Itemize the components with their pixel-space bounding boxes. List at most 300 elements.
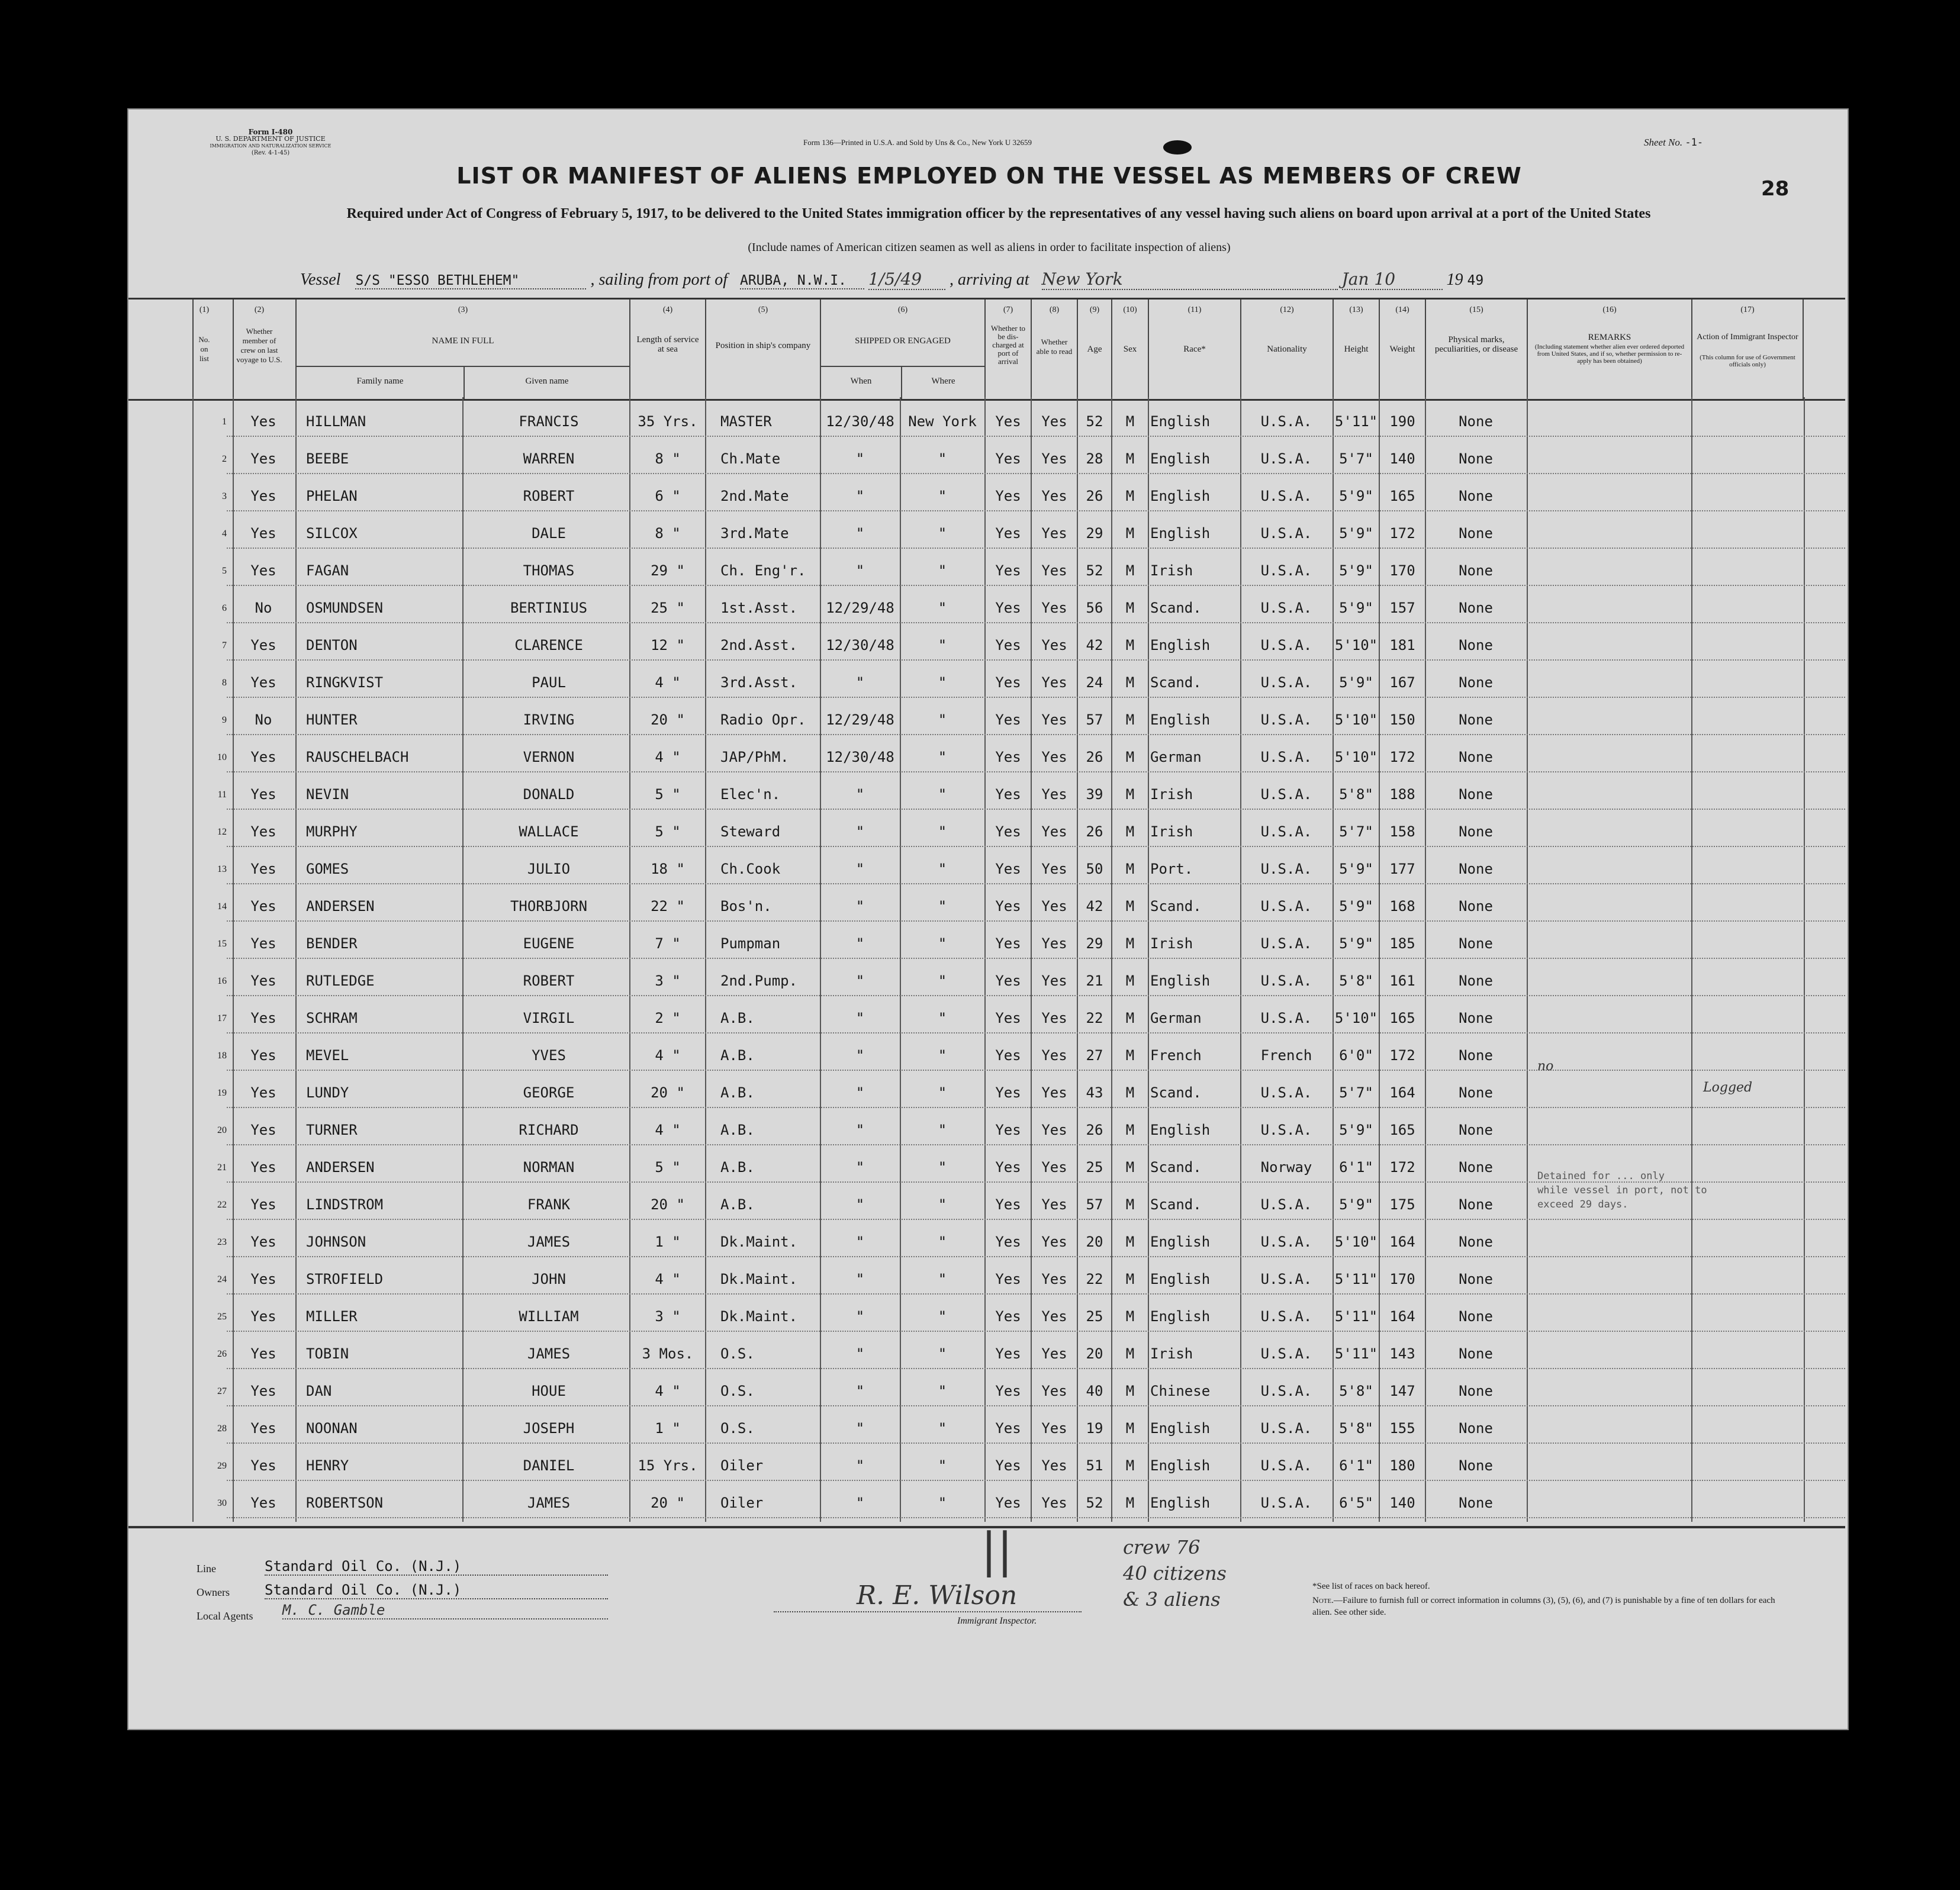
age-cell: 20 xyxy=(1086,1345,1103,1362)
position-cell: Oiler xyxy=(720,1495,764,1511)
physical-marks-cell: None xyxy=(1459,861,1493,877)
col-title: Age xyxy=(1087,344,1102,354)
sheet-number-block xyxy=(1644,137,1703,149)
service-length-cell: 3 " xyxy=(655,973,681,989)
nationality-cell: U.S.A. xyxy=(1260,1383,1312,1399)
sailing-label: , sailing from port of xyxy=(590,271,728,289)
age-cell: 24 xyxy=(1086,674,1103,691)
shipped-when-cell: " xyxy=(855,488,865,504)
service-length-cell: 20 " xyxy=(651,1084,685,1101)
shipped-where-cell: " xyxy=(938,1122,947,1138)
col-number: (16) xyxy=(1602,305,1617,314)
height-cell: 5'9" xyxy=(1339,488,1373,504)
physical-marks-cell: None xyxy=(1459,525,1493,542)
sex-cell: M xyxy=(1125,1122,1135,1138)
last-voyage-cell: Yes xyxy=(250,1308,276,1325)
shipped-where-cell: " xyxy=(938,1457,947,1474)
weight-cell: 140 xyxy=(1389,1495,1415,1511)
shipped-when-cell: " xyxy=(855,1047,865,1064)
weight-cell: 168 xyxy=(1389,898,1415,915)
sex-cell: M xyxy=(1125,488,1135,504)
given-name-cell: THORBJORN xyxy=(510,898,588,915)
shipped-where-cell: " xyxy=(938,711,947,728)
service-length-cell: 5 " xyxy=(655,1159,681,1176)
col-number: (12) xyxy=(1280,305,1294,314)
col-header-1 xyxy=(192,300,215,399)
given-name-cell: IRVING xyxy=(523,711,575,728)
family-name-cell: HENRY xyxy=(306,1457,349,1474)
shipped-where-cell: " xyxy=(938,450,947,467)
weight-cell: 165 xyxy=(1389,488,1415,504)
row-number: 6 xyxy=(222,603,227,613)
remark-line: while vessel in port, not to xyxy=(1537,1184,1707,1196)
height-cell: 6'1" xyxy=(1339,1457,1373,1474)
weight-cell: 180 xyxy=(1389,1457,1415,1474)
position-cell: O.S. xyxy=(720,1383,755,1399)
table-row xyxy=(128,1223,1845,1261)
weight-cell: 172 xyxy=(1389,749,1415,765)
table-row xyxy=(128,1485,1845,1522)
last-voyage-cell: Yes xyxy=(250,450,276,467)
height-cell: 5'10" xyxy=(1334,1010,1378,1026)
physical-marks-cell: None xyxy=(1459,562,1493,579)
family-name-cell: STROFIELD xyxy=(306,1271,384,1287)
row-number: 7 xyxy=(222,640,227,651)
height-cell: 6'5" xyxy=(1339,1495,1373,1511)
last-voyage-cell: Yes xyxy=(250,935,276,952)
position-cell: 2nd.Mate xyxy=(720,488,789,504)
discharged-cell: Yes xyxy=(995,861,1021,877)
row-number: 1 xyxy=(222,417,227,427)
shipped-where-cell: " xyxy=(938,935,947,952)
family-name-cell: ROBERTSON xyxy=(306,1495,384,1511)
race-cell: English xyxy=(1150,973,1211,989)
shipped-when-cell: " xyxy=(855,1308,865,1325)
family-name-cell: HILLMAN xyxy=(306,413,366,430)
table-row xyxy=(128,813,1845,851)
age-cell: 43 xyxy=(1086,1084,1103,1101)
nationality-cell: U.S.A. xyxy=(1260,1084,1312,1101)
race-cell: English xyxy=(1150,711,1211,728)
weight-cell: 172 xyxy=(1389,1047,1415,1064)
sex-cell: M xyxy=(1125,1010,1135,1026)
given-name-cell: CLARENCE xyxy=(514,637,583,653)
race-note: *See list of races on back hereof. xyxy=(1312,1582,1430,1591)
weight-cell: 175 xyxy=(1389,1196,1415,1213)
discharged-cell: Yes xyxy=(995,1010,1021,1026)
shipped-where-cell: " xyxy=(938,1495,947,1511)
table-row xyxy=(128,664,1845,701)
weight-cell: 143 xyxy=(1389,1345,1415,1362)
physical-marks-cell: None xyxy=(1459,973,1493,989)
age-cell: 26 xyxy=(1086,1122,1103,1138)
nationality-cell: U.S.A. xyxy=(1260,488,1312,504)
col-number: (6) xyxy=(897,305,908,314)
height-cell: 5'10" xyxy=(1334,749,1378,765)
form-number: Form I-480 xyxy=(248,128,293,136)
service-length-cell: 1 " xyxy=(655,1420,681,1437)
row-number: 26 xyxy=(217,1349,227,1359)
position-cell: 2nd.Asst. xyxy=(720,637,798,653)
given-name-cell: WILLIAM xyxy=(519,1308,579,1325)
shipped-when-cell: " xyxy=(855,898,865,915)
race-cell: English xyxy=(1150,1271,1211,1287)
sheet-number: -1- xyxy=(1685,137,1704,149)
shipped-when-cell: " xyxy=(855,935,865,952)
discharged-cell: Yes xyxy=(995,450,1021,467)
family-name-cell: HUNTER xyxy=(306,711,358,728)
discharged-cell: Yes xyxy=(995,898,1021,915)
shipped-when-cell: " xyxy=(855,674,865,691)
race-cell: English xyxy=(1150,1420,1211,1437)
shipped-where-cell: " xyxy=(938,1308,947,1325)
shipped-when-cell: " xyxy=(855,1495,865,1511)
race-cell: Irish xyxy=(1150,823,1193,840)
service-length-cell: 4 " xyxy=(655,1383,681,1399)
col-title: SHIPPED OR ENGAGED xyxy=(855,336,951,346)
nationality-cell: U.S.A. xyxy=(1260,562,1312,579)
height-cell: 5'11" xyxy=(1334,1308,1378,1325)
col-title: Race* xyxy=(1183,344,1206,354)
given-name-cell: EUGENE xyxy=(523,935,575,952)
row-number: 15 xyxy=(217,939,227,949)
shipped-where-cell: " xyxy=(938,898,947,915)
physical-marks-cell: None xyxy=(1459,1234,1493,1250)
last-voyage-cell: Yes xyxy=(250,1122,276,1138)
nationality-cell: U.S.A. xyxy=(1260,1308,1312,1325)
shipped-when-cell: " xyxy=(855,1234,865,1250)
given-name-cell: PAUL xyxy=(532,674,566,691)
discharged-cell: Yes xyxy=(995,1308,1021,1325)
nationality-cell: U.S.A. xyxy=(1260,711,1312,728)
row-number: 18 xyxy=(217,1051,227,1061)
col-header-5 xyxy=(705,300,820,399)
row-number: 21 xyxy=(217,1163,227,1173)
family-name-cell: SILCOX xyxy=(306,525,358,542)
physical-marks-cell: None xyxy=(1459,1457,1493,1474)
col-header-9 xyxy=(1077,300,1111,399)
shipped-where-cell: " xyxy=(938,637,947,653)
table-row xyxy=(128,1298,1845,1335)
able-to-read-cell: Yes xyxy=(1041,1196,1067,1213)
sex-cell: M xyxy=(1125,711,1135,728)
family-name-cell: TOBIN xyxy=(306,1345,349,1362)
age-cell: 26 xyxy=(1086,488,1103,504)
nationality-cell: Norway xyxy=(1260,1159,1312,1176)
race-cell: Irish xyxy=(1150,935,1193,952)
sex-cell: M xyxy=(1125,525,1135,542)
col-header-11 xyxy=(1148,300,1240,399)
physical-marks-cell: None xyxy=(1459,1196,1493,1213)
shipped-where-cell: " xyxy=(938,488,947,504)
service-length-cell: 4 " xyxy=(655,749,681,765)
last-voyage-cell: Yes xyxy=(250,973,276,989)
manifest-footer xyxy=(128,1522,1845,1626)
weight-cell: 167 xyxy=(1389,674,1415,691)
able-to-read-cell: Yes xyxy=(1041,861,1067,877)
page-stamp: 28 xyxy=(1761,177,1790,201)
nationality-cell: U.S.A. xyxy=(1260,1457,1312,1474)
col-header-12 xyxy=(1240,300,1333,399)
subheader-divider xyxy=(297,366,629,367)
shipped-where-cell: " xyxy=(938,749,947,765)
given-name-cell: FRANCIS xyxy=(519,413,579,430)
able-to-read-cell: Yes xyxy=(1041,1047,1067,1064)
row-number: 10 xyxy=(217,752,227,762)
table-row xyxy=(128,478,1845,515)
family-name-cell: LUNDY xyxy=(306,1084,349,1101)
nationality-cell: U.S.A. xyxy=(1260,1234,1312,1250)
shipped-when-cell: " xyxy=(855,1010,865,1026)
row-number: 16 xyxy=(217,976,227,986)
discharged-cell: Yes xyxy=(995,935,1021,952)
sex-cell: M xyxy=(1125,1196,1135,1213)
discharged-cell: Yes xyxy=(995,413,1021,430)
position-cell: Pumpman xyxy=(720,935,781,952)
discharged-cell: Yes xyxy=(995,1271,1021,1287)
height-cell: 5'9" xyxy=(1339,674,1373,691)
last-voyage-cell: Yes xyxy=(250,525,276,542)
shipped-where-cell: " xyxy=(938,861,947,877)
last-voyage-cell: Yes xyxy=(250,1010,276,1026)
last-voyage-cell: Yes xyxy=(250,1457,276,1474)
sex-cell: M xyxy=(1125,1495,1135,1511)
service-length-cell: 35 Yrs. xyxy=(638,413,698,430)
given-name-cell: GEORGE xyxy=(523,1084,575,1101)
height-cell: 5'9" xyxy=(1339,861,1373,877)
table-row xyxy=(128,1410,1845,1447)
given-name-cell: BERTINIUS xyxy=(510,600,588,616)
position-cell: 1st.Asst. xyxy=(720,600,798,616)
race-cell: Irish xyxy=(1150,1345,1193,1362)
row-number: 22 xyxy=(217,1200,227,1210)
given-name-cell: WALLACE xyxy=(519,823,579,840)
able-to-read-cell: Yes xyxy=(1041,600,1067,616)
shipped-when-cell: 12/30/48 xyxy=(826,413,894,430)
able-to-read-cell: Yes xyxy=(1041,562,1067,579)
service-length-cell: 7 " xyxy=(655,935,681,952)
shipped-where-cell: " xyxy=(938,1010,947,1026)
age-cell: 52 xyxy=(1086,562,1103,579)
shipped-where-cell: " xyxy=(938,600,947,616)
col-title: Whether to be dis-charged at port of arrival xyxy=(990,324,1026,366)
height-cell: 5'8" xyxy=(1339,786,1373,803)
col-title: NAME IN FULL xyxy=(432,336,494,346)
last-voyage-cell: Yes xyxy=(250,674,276,691)
family-name-cell: MURPHY xyxy=(306,823,358,840)
able-to-read-cell: Yes xyxy=(1041,1383,1067,1399)
sex-cell: M xyxy=(1125,1383,1135,1399)
physical-marks-cell: None xyxy=(1459,1159,1493,1176)
table-row xyxy=(128,1447,1845,1485)
discharged-cell: Yes xyxy=(995,600,1021,616)
form-header-block xyxy=(199,128,342,157)
tally-mark: || xyxy=(981,1522,1013,1577)
race-cell: Port. xyxy=(1150,861,1193,877)
discharged-cell: Yes xyxy=(995,1383,1021,1399)
able-to-read-cell: Yes xyxy=(1041,1271,1067,1287)
col-title: Position in ship's company xyxy=(715,341,811,350)
race-cell: English xyxy=(1150,1122,1211,1138)
race-cell: Chinese xyxy=(1150,1383,1211,1399)
inspector-signature: R. E. Wilson xyxy=(857,1580,1018,1611)
row-number: 11 xyxy=(217,790,227,800)
shipped-when-cell: " xyxy=(855,1345,865,1362)
height-cell: 5'9" xyxy=(1339,1196,1373,1213)
table-row xyxy=(128,925,1845,962)
table-row xyxy=(128,627,1845,664)
given-name-cell: ROBERT xyxy=(523,488,575,504)
discharged-cell: Yes xyxy=(995,1159,1021,1176)
ink-blot xyxy=(1163,140,1192,154)
shipped-when-cell: " xyxy=(855,1457,865,1474)
last-voyage-cell: Yes xyxy=(250,1420,276,1437)
service-length-cell: 12 " xyxy=(651,637,685,653)
row-number: 23 xyxy=(217,1237,227,1247)
weight-cell: 155 xyxy=(1389,1420,1415,1437)
position-cell: JAP/PhM. xyxy=(720,749,789,765)
discharged-cell: Yes xyxy=(995,637,1021,653)
service-length-cell: 4 " xyxy=(655,674,681,691)
age-cell: 22 xyxy=(1086,1010,1103,1026)
col-title: REMARKS xyxy=(1588,333,1631,342)
subheader-family-name: Family name xyxy=(356,376,404,386)
col-number: (5) xyxy=(758,305,768,314)
given-name-cell: DONALD xyxy=(523,786,575,803)
col-detail: (Including statement whether alien ever ordered deported from United States, and if so, whether permission to re-apply has been obtained) xyxy=(1534,343,1685,365)
table-row xyxy=(128,515,1845,552)
height-cell: 5'11" xyxy=(1334,1345,1378,1362)
nationality-cell: U.S.A. xyxy=(1260,749,1312,765)
last-voyage-cell: No xyxy=(255,600,272,616)
weight-cell: 170 xyxy=(1389,562,1415,579)
family-name-cell: MILLER xyxy=(306,1308,358,1325)
race-cell: Scand. xyxy=(1150,674,1202,691)
col-number: (8) xyxy=(1049,305,1060,314)
shipped-where-cell: New York xyxy=(908,413,977,430)
family-name-cell: RINGKVIST xyxy=(306,674,384,691)
given-name-cell: NORMAN xyxy=(523,1159,575,1176)
physical-marks-cell: None xyxy=(1459,1010,1493,1026)
nationality-cell: U.S.A. xyxy=(1260,637,1312,653)
subheader-given-name: Given name xyxy=(525,376,569,386)
race-cell: Scand. xyxy=(1150,1196,1202,1213)
shipped-when-cell: " xyxy=(855,525,865,542)
discharged-cell: Yes xyxy=(995,823,1021,840)
height-cell: 5'10" xyxy=(1334,637,1378,653)
able-to-read-cell: Yes xyxy=(1041,1234,1067,1250)
line-label: Line xyxy=(197,1563,216,1575)
weight-cell: 177 xyxy=(1389,861,1415,877)
able-to-read-cell: Yes xyxy=(1041,749,1067,765)
service-length-cell: 5 " xyxy=(655,786,681,803)
race-cell: English xyxy=(1150,1457,1211,1474)
age-cell: 25 xyxy=(1086,1159,1103,1176)
weight-cell: 164 xyxy=(1389,1084,1415,1101)
subheader-divider xyxy=(821,366,984,367)
form-title: LIST OR MANIFEST OF ALIENS EMPLOYED ON THE VESSEL AS MEMBERS OF CREW xyxy=(456,163,1522,189)
sex-cell: M xyxy=(1125,823,1135,840)
race-cell: English xyxy=(1150,450,1211,467)
family-name-cell: OSMUNDSEN xyxy=(306,600,384,616)
row-number: 20 xyxy=(217,1125,227,1135)
penalty-note xyxy=(1312,1595,1786,1618)
service-length-cell: 1 " xyxy=(655,1234,681,1250)
discharged-cell: Yes xyxy=(995,1457,1021,1474)
col-number: (2) xyxy=(254,305,265,314)
weight-cell: 165 xyxy=(1389,1010,1415,1026)
race-cell: English xyxy=(1150,488,1211,504)
age-cell: 51 xyxy=(1086,1457,1103,1474)
service-length-cell: 15 Yrs. xyxy=(638,1457,698,1474)
race-cell: French xyxy=(1150,1047,1202,1064)
able-to-read-cell: Yes xyxy=(1041,1159,1067,1176)
form-subtitle: Required under Act of Congress of February 5, 1917, to be delivered to the United States immigration officer by the representatives of any vessel having such aliens on board upon arrival at a port of the United States xyxy=(346,206,1651,221)
sex-cell: M xyxy=(1125,1345,1135,1362)
shipped-where-cell: " xyxy=(938,1383,947,1399)
last-voyage-cell: Yes xyxy=(250,861,276,877)
shipped-where-cell: " xyxy=(938,1234,947,1250)
race-cell: English xyxy=(1150,637,1211,653)
shipped-when-cell: 12/29/48 xyxy=(826,600,894,616)
shipped-where-cell: " xyxy=(938,1196,947,1213)
col-number: (13) xyxy=(1349,305,1363,314)
sex-cell: M xyxy=(1125,600,1135,616)
nationality-cell: U.S.A. xyxy=(1260,1345,1312,1362)
physical-marks-cell: None xyxy=(1459,749,1493,765)
inspector-label: Immigrant Inspector. xyxy=(957,1616,1037,1626)
discharged-cell: Yes xyxy=(995,1047,1021,1064)
position-cell: Bos'n. xyxy=(720,898,772,915)
physical-marks-cell: None xyxy=(1459,637,1493,653)
table-row xyxy=(128,1112,1845,1149)
given-name-cell: ROBERT xyxy=(523,973,575,989)
weight-cell: 172 xyxy=(1389,1159,1415,1176)
physical-marks-cell: None xyxy=(1459,1345,1493,1362)
race-cell: Scand. xyxy=(1150,600,1202,616)
discharged-cell: Yes xyxy=(995,786,1021,803)
remark-line: exceed 29 days. xyxy=(1537,1199,1628,1210)
able-to-read-cell: Yes xyxy=(1041,1420,1067,1437)
position-cell: Dk.Maint. xyxy=(720,1308,798,1325)
col-number: (9) xyxy=(1089,305,1100,314)
sex-cell: M xyxy=(1125,450,1135,467)
col-title: Action of Immigrant Inspector xyxy=(1697,333,1798,342)
owners-value: Standard Oil Co. (N.J.) xyxy=(265,1582,608,1599)
sex-cell: M xyxy=(1125,1308,1135,1325)
nationality-cell: U.S.A. xyxy=(1260,1122,1312,1138)
last-voyage-cell: Yes xyxy=(250,562,276,579)
race-cell: English xyxy=(1150,525,1211,542)
discharged-cell: Yes xyxy=(995,1420,1021,1437)
height-cell: 5'7" xyxy=(1339,450,1373,467)
weight-cell: 170 xyxy=(1389,1271,1415,1287)
height-cell: 6'1" xyxy=(1339,1159,1373,1176)
height-cell: 5'8" xyxy=(1339,1420,1373,1437)
family-name-cell: LINDSTROM xyxy=(306,1196,384,1213)
age-cell: 28 xyxy=(1086,450,1103,467)
nationality-cell: U.S.A. xyxy=(1260,1196,1312,1213)
height-cell: 5'10" xyxy=(1334,1234,1378,1250)
service-length-cell: 4 " xyxy=(655,1271,681,1287)
col-number: (17) xyxy=(1740,305,1755,314)
manifest-sheet xyxy=(127,108,1849,1730)
remark-line: Detained for ... only xyxy=(1537,1170,1665,1182)
weight-cell: 164 xyxy=(1389,1308,1415,1325)
col-header-4 xyxy=(629,300,705,399)
col-header-2 xyxy=(233,300,285,399)
height-cell: 5'7" xyxy=(1339,823,1373,840)
